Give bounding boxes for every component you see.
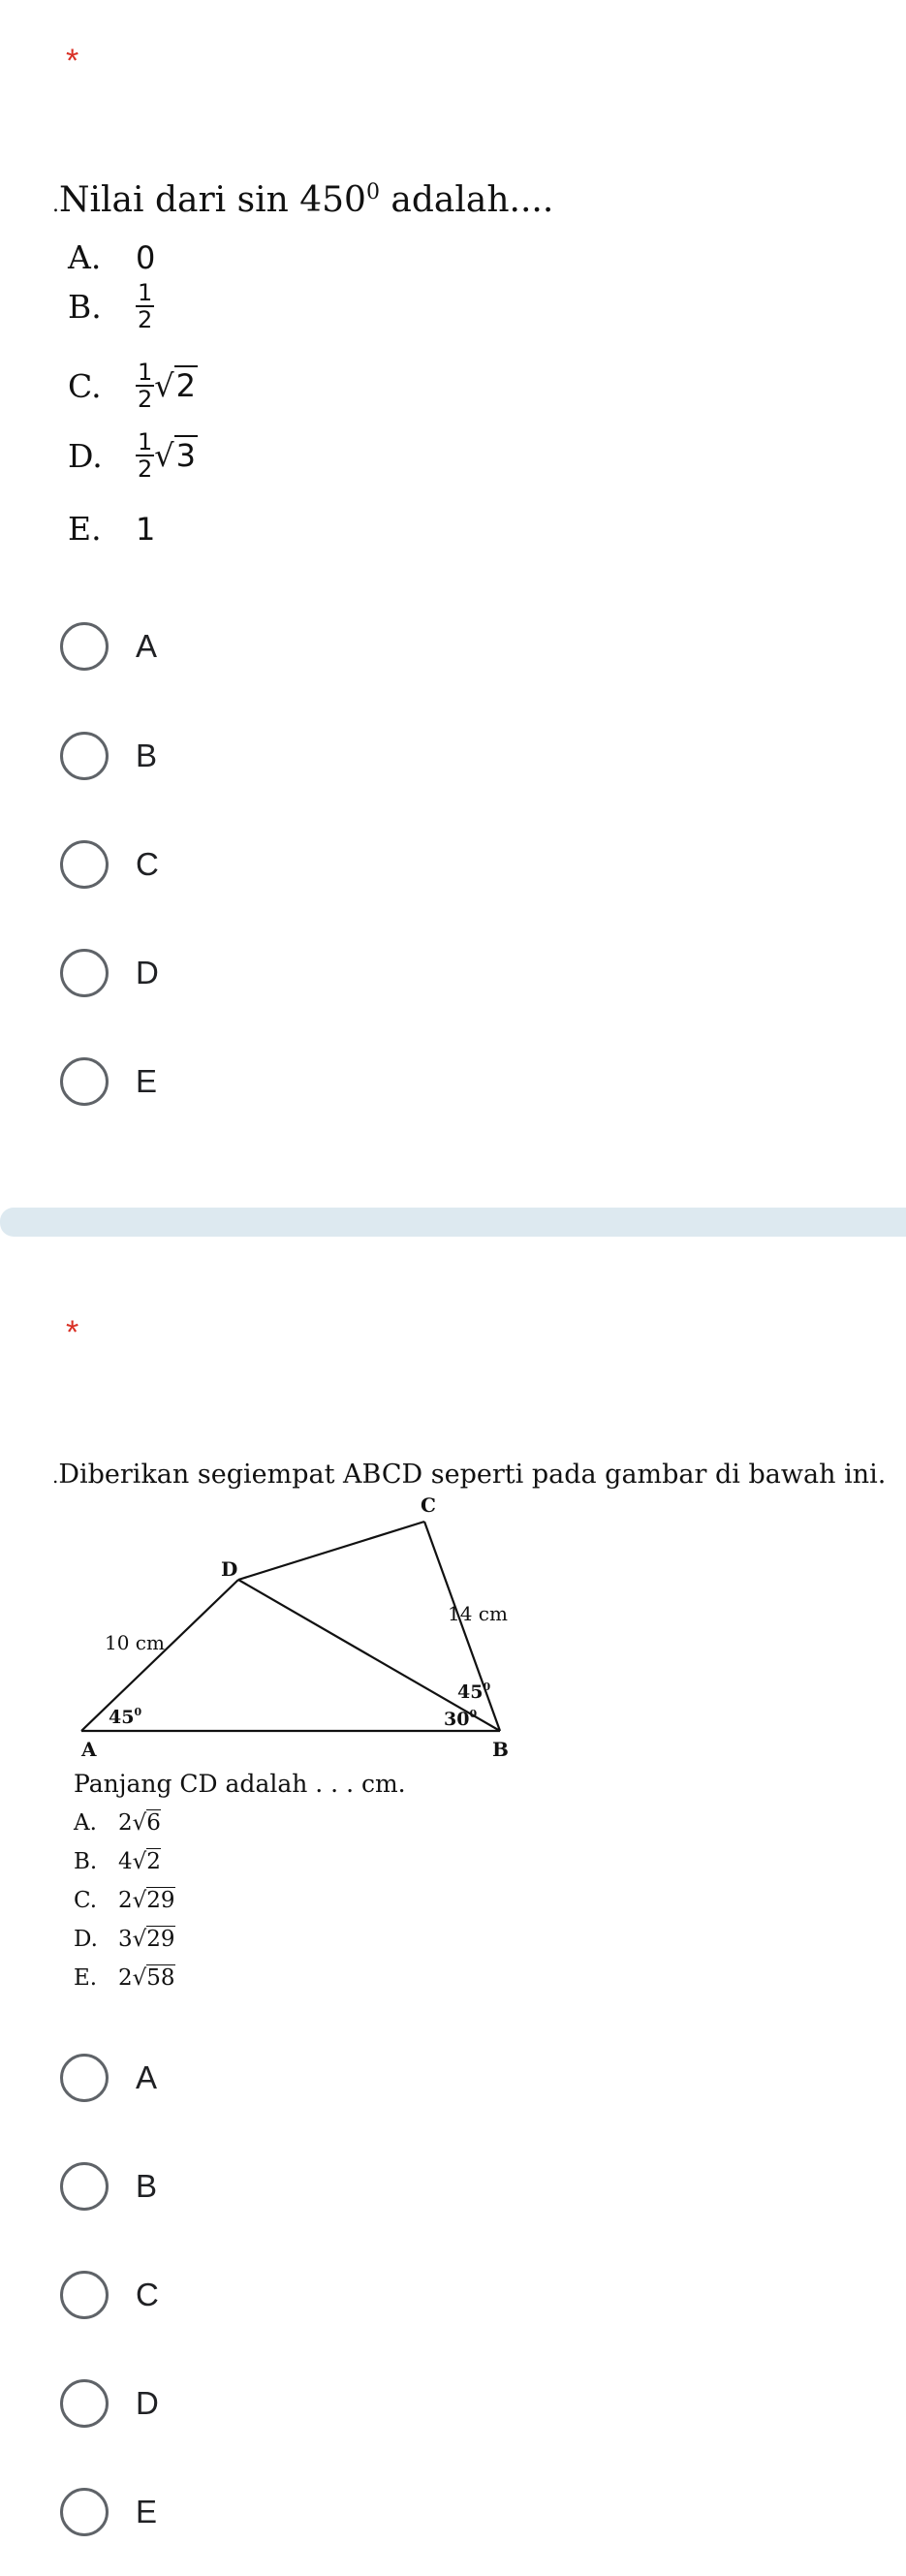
choice-e[interactable] [60,2483,157,2541]
fraction [136,361,154,411]
coefficient: 2 [118,1810,133,1836]
question-2-text [52,1460,886,1490]
choice-label: D [136,2385,159,2421]
denominator: 2 [138,386,153,413]
choice-d[interactable] [60,944,159,1002]
option-value: 1 [136,511,156,548]
choice-a[interactable] [60,617,157,675]
choice-label: A [136,2059,158,2095]
choice-label: E [136,1063,158,1099]
numerator: 1 [138,428,153,456]
coefficient: 2 [118,1888,133,1913]
radio-button[interactable] [60,622,109,671]
side-ad-label: 10 cm [105,1631,165,1654]
choice-label: B [136,738,158,773]
question-prefix: . [52,193,59,217]
question-text: Diberikan segiempat ABCD seperti pada gambar di bawah ini. [58,1460,887,1490]
denominator: 2 [138,306,153,333]
degree-superscript: 0 [365,180,380,204]
option-letter: E. [68,510,102,548]
question-text-after: adalah.... [379,180,554,220]
option-letter: C. [68,366,102,405]
side-ad [81,1580,238,1731]
angle-b-upper-label: $45^0$ [457,1681,491,1703]
radio-button[interactable] [60,840,109,889]
option-letter: B. [74,1849,98,1874]
square-root: √3 [154,437,197,474]
vertex-label-c: C [421,1493,436,1517]
option-letter: B. [68,287,102,326]
q2-option-a: A. 2√6 [74,1810,161,1836]
quadrilateral-lines [81,1522,500,1731]
option-c-row [68,361,198,411]
numerator: 1 [138,359,153,386]
option-d-row [68,430,198,481]
square-root: √2 [154,367,197,404]
question-prefix: . [52,1464,59,1488]
required-asterisk: * [66,43,79,79]
radicand: 3 [175,437,197,474]
denominator: 2 [138,456,153,483]
angle-b-lower-label: $30^0$ [444,1708,478,1730]
choice-label: C [136,2277,159,2312]
option-letter: E. [74,1965,98,1991]
option-e-row [68,510,155,548]
fraction [136,430,154,481]
radio-button[interactable] [60,2488,109,2536]
question-2-prompt: Panjang CD adalah . . . cm. [74,1770,406,1798]
side-dc [238,1522,424,1580]
card-separator-band [0,1208,906,1237]
radicand: 2 [175,367,197,404]
option-letter: C. [74,1888,98,1913]
choice-c[interactable] [60,835,159,894]
choice-e[interactable] [60,1052,157,1111]
choice-b[interactable] [60,2157,157,2215]
required-asterisk: * [66,1314,79,1351]
choice-d[interactable] [60,2374,159,2433]
question-card-2 [0,1239,906,2576]
radio-button[interactable] [60,2162,109,2211]
q2-option-d: D. 3√29 [74,1927,175,1952]
coefficient: 3 [118,1927,133,1952]
radio-button[interactable] [60,949,109,997]
choice-label: C [136,846,159,882]
q2-option-c: C. 2√29 [74,1888,175,1913]
vertex-label-a: A [81,1738,97,1761]
choice-label: A [136,628,158,664]
radio-button[interactable] [60,2379,109,2428]
radicand: 2 [146,1849,161,1874]
q2-option-e: E. 2√58 [74,1965,175,1991]
radio-button[interactable] [60,732,109,780]
q2-option-b: B. 4√2 [74,1849,161,1874]
vertex-label-b: B [492,1738,509,1761]
vertex-label-d: D [221,1557,238,1581]
choice-a[interactable] [60,2049,157,2107]
radio-button[interactable] [60,1057,109,1106]
radicand: 29 [146,1888,175,1913]
choice-label: B [136,2168,158,2204]
choice-b[interactable] [60,727,157,785]
fraction [136,281,154,331]
question-1-text [52,180,553,220]
coefficient: 4 [118,1849,133,1874]
option-value: 0 [136,239,156,276]
radicand: 29 [146,1927,175,1952]
choice-label: D [136,955,159,990]
choice-c[interactable] [60,2266,159,2324]
radicand: 58 [146,1965,175,1991]
choice-label: E [136,2494,158,2529]
option-letter: A. [74,1810,97,1836]
question-number: 450 [299,180,366,220]
coefficient: 2 [118,1965,133,1991]
angle-a-label: $45^0$ [109,1706,142,1728]
option-a-row [68,238,155,276]
option-letter: D. [68,436,103,475]
radio-button[interactable] [60,2054,109,2102]
option-letter: D. [74,1927,98,1952]
quadrilateral-figure [58,1492,543,1774]
option-letter: A. [68,238,102,276]
question-card-1 [0,0,906,1204]
numerator: 1 [138,279,153,306]
side-bc-label: 14 cm [448,1602,508,1625]
option-b-row [68,281,154,331]
question-text-before: Nilai dari sin [59,180,300,220]
radio-button[interactable] [60,2271,109,2319]
radicand: 6 [146,1810,161,1836]
